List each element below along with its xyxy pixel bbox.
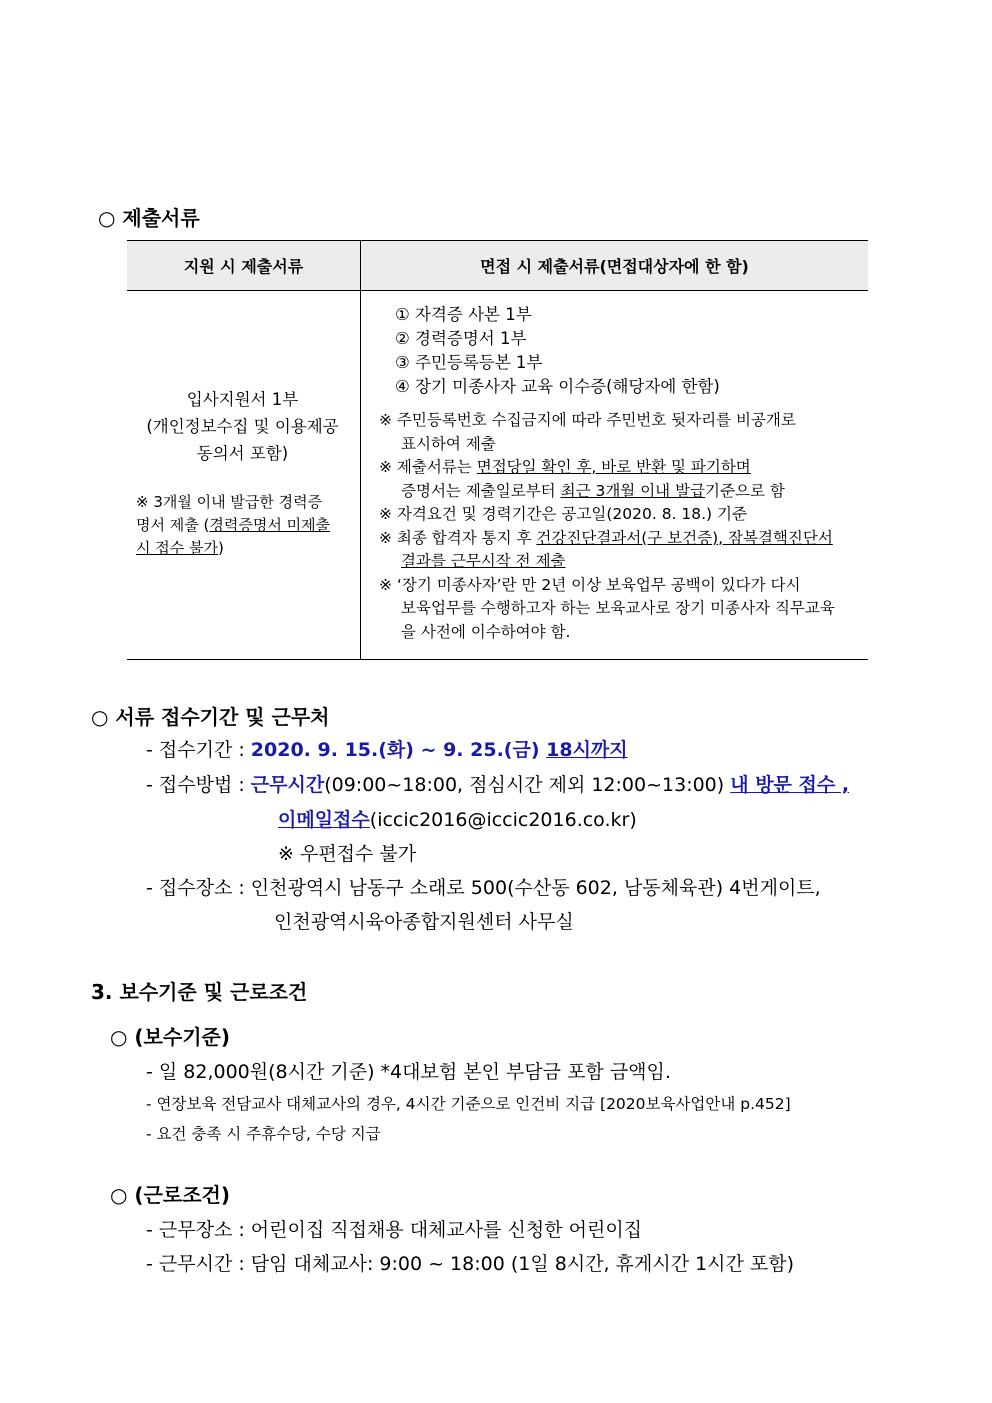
receipt-mail-note: ※ 우편접수 불가 [278,843,417,865]
interview-doc-list [395,303,720,399]
consent-line-1: (개인정보수집 및 이용제공 [146,417,339,436]
pay-extended-care: - 연장보육 전담교사 대체교사의 경우, 4시간 기준으로 인건비 지급 [2020보육사업안내 p.452] [146,1095,791,1113]
receipt-place-line2: 인천광역시육아종합지원센터 사무실 [274,911,574,933]
pay-section-heading: 3. 보수기준 및 근로조건 [91,980,308,1004]
list-item: ③ 주민등록등본 1부 [395,353,543,372]
pay-allowance: - 요건 충족 시 주휴수당, 수당 지급 [146,1125,381,1143]
note-eligibility-date: ※ 자격요건 및 경력기간은 공고일(2020. 8. 18.) 기준 [379,505,747,523]
receipt-place: - 접수장소 : 인천광역시 남동구 소래로 500(수산동 602, 남동체육관) 4번게이트, [146,877,821,899]
list-item: ④ 장기 미종사자 교육 이수증(해당자에 한함) [395,377,720,396]
receipt-period: - 접수기간 : 2020. 9. 15.(화) ~ 9. 25.(금) 18시까지 [146,739,628,761]
application-docs-cell [127,291,361,660]
note-long-term-inactive: ※ ‘장기 미종사자’란 만 2년 이상 보육업무 공백이 있다가 다시 [379,575,801,594]
documents-table [127,240,868,660]
receipt-method: - 접수방법 : 근무시간(09:00~18:00, 점심시간 제외 12:00~13:00) 내 방문 접수 , [146,774,850,796]
receipt-heading: ○ 서류 접수기간 및 근무처 [91,705,330,729]
pay-daily-wage: - 일 82,000원(8시간 기준) *4대보험 본인 부담금 포함 금액임. [146,1061,671,1083]
work-place: - 근무장소 : 어린이집 직접채용 대체교사를 신청한 어린이집 [146,1219,643,1241]
list-item: ② 경력증명서 1부 [395,329,527,348]
work-conditions-heading: ○ (근로조건) [110,1183,230,1207]
work-hours: - 근무시간 : 담임 대체교사: 9:00 ~ 18:00 (1일 8시간, 휴게시간 1시간 포함) [146,1253,795,1275]
application-form-line: 입사지원서 1부 [186,390,299,409]
email-link[interactable]: 이메일접수 [278,809,370,831]
interview-docs-cell [361,291,869,660]
list-item: ① 자격증 사본 1부 [395,305,532,324]
consent-line-2: 동의서 포함) [196,444,289,463]
note-health-check: ※ 최종 합격자 통지 후 건강진단결과서(구 보건증), 잠복결핵진단서 [379,528,833,547]
docs-heading: ○ 제출서류 [98,206,200,230]
interview-notes: ※ 주민등록번호 수집금지에 따라 주민번호 뒷자리를 비공개로 표시하여 제출 ※ 제출서류는 면접당일 확인 후, 바로 반환 및 파기하며 증명서는 제출일로부터 최근 3개월 이내 발급기준으로 함 ※ 자격요건 및 경력기간은 공고일(2020. 8. 18.) 기준 ※ 최종 합격자 통지 후 건강진단결과서(구 보건증), 잠복결핵진단서 결과를 근무시작 전 제출 ※ ‘장기 미종사자’란 만 2년 이상 보육업무 공백이 있다가 다시 보육업무를 수행하고자 하는 보육교사로 장기 미종사자 직무교육 을 사전에 이수하여야 함. [379,411,835,641]
pay-standard-heading: ○ (보수기준) [110,1025,230,1049]
receipt-email: 이메일접수(iccic2016@iccic2016.co.kr) [278,809,637,831]
table-header-interview: 면접 시 제출서류(면접대상자에 한 함) [361,241,869,291]
note-resident-number: ※ 주민등록번호 수집금지에 따라 주민번호 뒷자리를 비공개로 [379,411,796,429]
career-cert-note: ※ 3개월 이내 발급한 경력증 명서 제출 (경력증명서 미제출 시 접수 불가) [136,493,331,557]
table-header-application: 지원 시 제출서류 [127,241,361,291]
note-return-docs: ※ 제출서류는 면접당일 확인 후, 바로 반환 및 파기하며 [379,458,751,476]
